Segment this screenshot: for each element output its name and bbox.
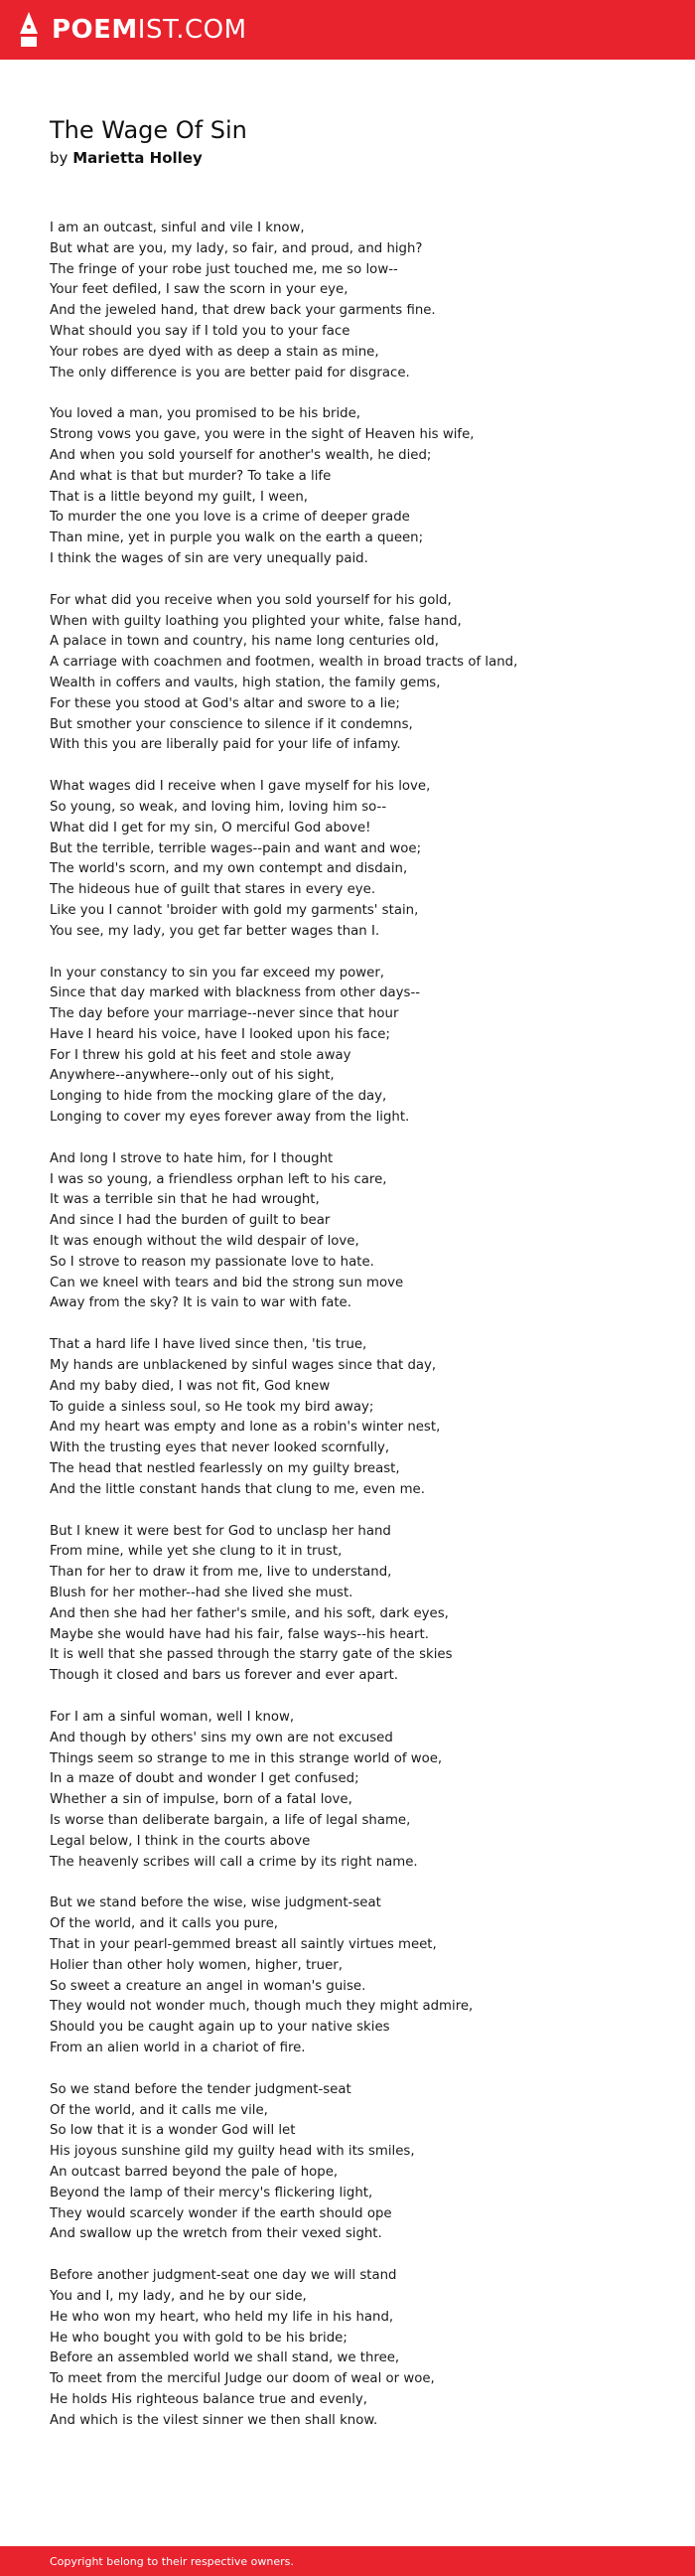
poem-line: But what are you, my lady, so fair, and proud, and high? <box>50 240 423 256</box>
poem-line: And what is that but murder? To take a life <box>50 468 332 484</box>
poem-body <box>50 219 665 2453</box>
poem-line: Strong vows you gave, you were in the sight of Heaven his wife, <box>50 427 475 443</box>
poem-line: Blush for her mother--had she lived she must. <box>50 1586 353 1601</box>
poem-line: To meet from the merciful Judge our doom of weal or woe, <box>50 2371 435 2387</box>
poem-line: They would not wonder much, though much they might admire, <box>50 1999 474 2015</box>
poem-line: To murder the one you love is a crime of deeper grade <box>50 510 410 526</box>
poem-line: Anywhere--anywhere--only out of his sight, <box>50 1068 335 1084</box>
poem-line: An outcast barred beyond the pale of hope, <box>50 2164 339 2180</box>
poem-line: My hands are unblackened by sinful wages since that day, <box>50 1358 437 1374</box>
stanza <box>50 1708 665 1873</box>
poem-line: And long I strove to hate him, for I thought <box>50 1150 334 1166</box>
poem-line: It was enough without the wild despair of love, <box>50 1234 359 1250</box>
poem-line: And which is the vilest sinner we then shall know. <box>50 2412 378 2428</box>
poem-line: In a maze of doubt and wonder I get confused; <box>50 1771 359 1787</box>
stanza <box>50 404 665 569</box>
poem-line: Is worse than deliberate bargain, a life of legal shame, <box>50 1812 411 1828</box>
author-link[interactable]: Marietta Holley <box>72 149 203 167</box>
site-header <box>0 0 695 60</box>
poem-line: From mine, while yet she clung to it in trust, <box>50 1544 343 1560</box>
poem-line: Than for her to draw it from me, live to understand, <box>50 1565 392 1581</box>
poem-line: The head that nestled fearlessly on my guilty breast, <box>50 1461 400 1477</box>
site-logo-link[interactable] <box>52 17 247 43</box>
poem-line: A carriage with coachmen and footmen, wealth in broad tracts of land, <box>50 655 518 671</box>
poem-line: The only difference is you are better paid for disgrace. <box>50 365 410 380</box>
poem-line: And my baby died, I was not fit, God knew <box>50 1378 331 1394</box>
poem-line: And my heart was empty and lone as a robin's winter nest, <box>50 1420 441 1436</box>
poem-line: Holier than other holy women, higher, truer, <box>50 1957 343 1973</box>
poem-line: You see, my lady, you get far better wages than I. <box>50 923 380 939</box>
poem-heading <box>50 115 665 168</box>
stanza <box>50 219 665 383</box>
poem-line: Your robes are dyed with as deep a stain as mine, <box>50 344 379 360</box>
stanza <box>50 591 665 756</box>
poem-line: The world's scorn, and my own contempt and disdain, <box>50 861 408 877</box>
poem-line: Longing to cover my eyes forever away from the light. <box>50 1110 410 1126</box>
poem-line: Longing to hide from the mocking glare of the day, <box>50 1089 387 1105</box>
poem-line: With the trusting eyes that never looked scornfully, <box>50 1440 390 1456</box>
poem-line: That a hard life I have lived since then, 'tis true, <box>50 1337 367 1353</box>
poem-line: They would scarcely wonder if the earth should ope <box>50 2205 392 2221</box>
poem-line: And though by others' sins my own are not excused <box>50 1730 393 1745</box>
poem-line: It is well that she passed through the starry gate of the skies <box>50 1647 453 1663</box>
poem-line: Like you I cannot 'broider with gold my garments' stain, <box>50 902 419 918</box>
poem-line: That is a little beyond my guilt, I ween, <box>50 489 309 505</box>
poem-line: Of the world, and it calls me vile, <box>50 2102 268 2118</box>
poem-line: Before another judgment-seat one day we will stand <box>50 2268 397 2284</box>
stanza <box>50 2080 665 2245</box>
poem-line: And the jeweled hand, that drew back your garments fine. <box>50 303 436 319</box>
poem-line: Before an assembled world we shall stand, we three, <box>50 2350 400 2366</box>
stanza <box>50 1149 665 1314</box>
poem-line: For I am a sinful woman, well I know, <box>50 1710 295 1725</box>
page-title: The Wage Of Sin <box>50 116 247 144</box>
poem-line: So we stand before the tender judgment-seat <box>50 2081 351 2097</box>
poem-line: His joyous sunshine gild my guilty head with its smiles, <box>50 2144 415 2160</box>
logo-text-light: IST.COM <box>137 15 247 45</box>
poem-line: For I threw his gold at his feet and stole away <box>50 1047 351 1063</box>
poem-line: And swallow up the wretch from their vexed sight. <box>50 2226 382 2242</box>
poem-line: So sweet a creature an angel in woman's guise. <box>50 1978 366 1994</box>
poem-line: I think the wages of sin are very unequally paid. <box>50 550 368 566</box>
poem-line: Though it closed and bars us forever and ever apart. <box>50 1668 399 1684</box>
copyright-text: Copyright belong to their respective owners. <box>50 2554 294 2568</box>
poem-line: It was a terrible sin that he had wrought, <box>50 1192 320 1208</box>
poem-line: So low that it is a wonder God will let <box>50 2123 296 2139</box>
poem-line: When with guilty loathing you plighted your white, false hand, <box>50 613 462 629</box>
poem-line: Whether a sin of impulse, born of a fatal love, <box>50 1792 352 1808</box>
poem-line: For what did you receive when you sold yourself for his gold, <box>50 592 452 608</box>
logo-text-strong: POEM <box>52 15 138 45</box>
pen-nib-icon <box>18 10 40 50</box>
poem-line: Should you be caught again up to your native skies <box>50 2020 390 2036</box>
poem-line: In your constancy to sin you far exceed my power, <box>50 965 385 981</box>
poem-line: I am an outcast, sinful and vile I know, <box>50 221 305 235</box>
poem-line: So I strove to reason my passionate love to hate. <box>50 1254 374 1270</box>
stanza <box>50 1335 665 1500</box>
poem-line: Of the world, and it calls you pure, <box>50 1916 278 1932</box>
stanza <box>50 777 665 942</box>
stanza <box>50 1522 665 1687</box>
poem-line: And when you sold yourself for another's wealth, he died; <box>50 447 432 463</box>
poem-line: From an alien world in a chariot of fire. <box>50 2040 306 2055</box>
poem-line: Away from the sky? It is vain to war with fate. <box>50 1295 351 1311</box>
poem-line: The day before your marriage--never since that hour <box>50 1006 399 1022</box>
poem-line: What wages did I receive when I gave myself for his love, <box>50 779 431 795</box>
poem-line: Things seem so strange to me in this strange world of woe, <box>50 1750 443 1766</box>
poem-line: With this you are liberally paid for your life of infamy. <box>50 737 401 753</box>
poem-line: But we stand before the wise, wise judgment-seat <box>50 1895 381 1911</box>
poem-line: The fringe of your robe just touched me, me so low-- <box>50 261 398 277</box>
poem-line: What did I get for my sin, O merciful God above! <box>50 820 371 835</box>
poem-line: Beyond the lamp of their mercy's flickering light, <box>50 2185 373 2200</box>
poem-line: Legal below, I think in the courts above <box>50 1833 311 1849</box>
stanza <box>50 964 665 1129</box>
poem-line: What should you say if I told you to your face <box>50 323 350 339</box>
poem-line: And the little constant hands that clung to me, even me. <box>50 1481 425 1497</box>
poem-line: But the terrible, terrible wages--pain and want and woe; <box>50 840 422 856</box>
byline <box>50 148 665 168</box>
poem-line: I was so young, a friendless orphan left to his care, <box>50 1171 387 1187</box>
stanza <box>50 2266 665 2431</box>
poem-line: He who won my heart, who held my life in his hand, <box>50 2309 394 2325</box>
poem-line: That in your pearl-gemmed breast all saintly virtues meet, <box>50 1936 437 1952</box>
poem-line: But smother your conscience to silence if it condemns, <box>50 716 413 732</box>
poem-line: You and I, my lady, and he by our side, <box>50 2288 307 2304</box>
poem-line: The hideous hue of guilt that stares in every eye. <box>50 882 376 898</box>
poem-line: For these you stood at God's altar and swore to a lie; <box>50 695 400 711</box>
stanza <box>50 1894 665 2058</box>
poem-line: Your feet defiled, I saw the scorn in your eye, <box>50 282 348 298</box>
poem-line: To guide a sinless soul, so He took my bird away; <box>50 1399 374 1415</box>
poem-line: And then she had her father's smile, and his soft, dark eyes, <box>50 1605 449 1621</box>
poem-line: Have I heard his voice, have I looked upon his face; <box>50 1026 390 1042</box>
poem-line: The heavenly scribes will call a crime by its right name. <box>50 1854 418 1870</box>
poem-line: You loved a man, you promised to be his bride, <box>50 406 361 422</box>
poem-line: He holds His righteous balance true and evenly, <box>50 2391 368 2407</box>
by-label: by <box>50 149 69 167</box>
poem-line: Since that day marked with blackness from other days-- <box>50 985 421 1001</box>
poem-line: And since I had the burden of guilt to bear <box>50 1213 331 1229</box>
poem-line: Maybe she would have had his fair, false ways--his heart. <box>50 1626 429 1642</box>
site-footer <box>0 2546 695 2576</box>
poem-line: Than mine, yet in purple you walk on the earth a queen; <box>50 530 424 546</box>
poem-line: But I knew it were best for God to unclasp her hand <box>50 1523 391 1539</box>
poem-line: He who bought you with gold to be his bride; <box>50 2330 348 2346</box>
poem-line: Can we kneel with tears and bid the strong sun move <box>50 1275 404 1290</box>
poem-line: So young, so weak, and loving him, loving him so-- <box>50 799 387 815</box>
poem-line: A palace in town and country, his name long centuries old, <box>50 634 439 650</box>
poem-line: Wealth in coffers and vaults, high station, the family gems, <box>50 675 441 690</box>
